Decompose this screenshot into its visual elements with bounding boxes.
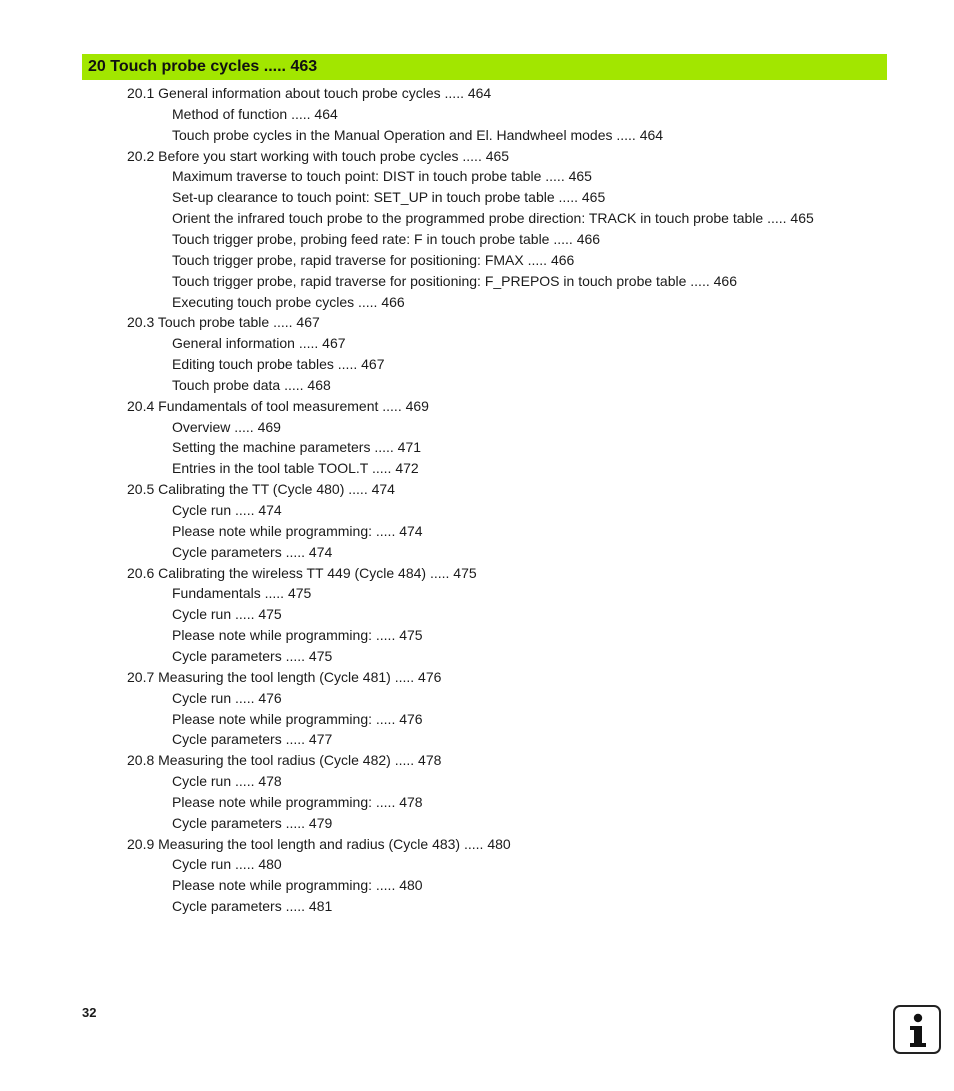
toc-subsection-entry[interactable]: Please note while programming: ..... 474 (172, 522, 423, 539)
info-icon (893, 1005, 941, 1054)
toc-subsection-entry[interactable]: Maximum traverse to touch point: DIST in touch probe table ..... 465 (172, 168, 592, 185)
toc-subsection-entry[interactable]: Cycle parameters ..... 481 (172, 898, 333, 915)
toc-subsection-entry[interactable]: General information ..... 467 (172, 335, 346, 352)
toc-subsection-entry[interactable]: Entries in the tool table TOOL.T ..... 472 (172, 460, 419, 477)
toc-subsection-entry[interactable]: Editing touch probe tables ..... 467 (172, 356, 385, 373)
toc-subsection-entry[interactable]: Cycle parameters ..... 474 (172, 543, 333, 560)
toc-subsection-entry[interactable]: Fundamentals ..... 475 (172, 585, 312, 602)
toc-section-entry[interactable]: 20.9 Measuring the tool length and radius (Cycle 483) ..... 480 (127, 835, 511, 852)
page-number: 32 (82, 1005, 97, 1020)
toc-section-entry[interactable]: 20.4 Fundamentals of tool measurement ..... 469 (127, 397, 429, 414)
toc-subsection-entry[interactable]: Setting the machine parameters ..... 471 (172, 439, 422, 456)
toc-section-entry[interactable]: 20.5 Calibrating the TT (Cycle 480) ..... 474 (127, 481, 395, 498)
toc-subsection-entry[interactable]: Cycle run ..... 474 (172, 502, 282, 518)
toc-subsection-entry[interactable]: Touch probe cycles in the Manual Operation and El. Handwheel modes ..... 464 (172, 126, 664, 143)
toc-subsection-entry[interactable]: Cycle run ..... 476 (172, 689, 282, 706)
toc-subsection-entry[interactable]: Touch trigger probe, rapid traverse for positioning: F_PREPOS in touch probe table ..... 466 (172, 272, 737, 289)
toc-subsection-entry[interactable]: Please note while programming: ..... 476 (172, 710, 423, 727)
chapter-title[interactable]: 20 Touch probe cycles ..... 463 (88, 58, 318, 75)
toc-subsection-entry[interactable]: Please note while programming: ..... 475 (172, 627, 423, 644)
toc-subsection-entry[interactable]: Touch trigger probe, probing feed rate: F in touch probe table ..... 466 (172, 230, 601, 247)
toc-subsection-entry[interactable]: Please note while programming: ..... 480 (172, 877, 423, 894)
toc-subsection-entry[interactable]: Please note while programming: ..... 478 (172, 793, 423, 810)
toc-subsection-entry[interactable]: Orient the infrared touch probe to the programmed probe direction: TRACK in touch probe table ..... 465 (172, 210, 814, 227)
toc-subsection-entry[interactable]: Touch trigger probe, rapid traverse for positioning: FMAX ..... 466 (172, 251, 575, 268)
toc-subsection-entry[interactable]: Cycle run ..... 478 (172, 773, 282, 790)
toc-section-entry[interactable]: 20.3 Touch probe table ..... 467 (127, 314, 320, 331)
toc-section-entry[interactable]: 20.7 Measuring the tool length (Cycle 481) ..... 476 (127, 668, 442, 685)
toc-subsection-entry[interactable]: Cycle run ..... 475 (172, 606, 282, 623)
toc-subsection-entry[interactable]: Cycle parameters ..... 477 (172, 731, 333, 748)
toc-subsection-entry[interactable]: Cycle parameters ..... 479 (172, 814, 333, 831)
toc-subsection-entry[interactable]: Touch probe data ..... 468 (172, 376, 331, 393)
toc-section-entry[interactable]: 20.6 Calibrating the wireless TT 449 (Cycle 484) ..... 475 (127, 564, 477, 581)
toc-section-entry[interactable]: 20.2 Before you start working with touch probe cycles ..... 465 (127, 147, 510, 164)
toc-section-entry[interactable]: 20.1 General information about touch probe cycles ..... 464 (127, 85, 492, 101)
toc-subsection-entry[interactable]: Set-up clearance to touch point: SET_UP in touch probe table ..... 465 (172, 189, 606, 206)
toc-subsection-entry[interactable]: Cycle parameters ..... 475 (172, 647, 333, 664)
toc-subsection-entry[interactable]: Cycle run ..... 480 (172, 856, 282, 873)
toc-subsection-entry[interactable]: Executing touch probe cycles ..... 466 (172, 293, 405, 310)
toc-subsection-entry[interactable]: Method of function ..... 464 (172, 105, 338, 122)
chapter-header-bar (82, 54, 887, 80)
toc-subsection-entry[interactable]: Overview ..... 469 (172, 418, 281, 435)
toc-section-entry[interactable]: 20.8 Measuring the tool radius (Cycle 482) ..... 478 (127, 752, 442, 769)
